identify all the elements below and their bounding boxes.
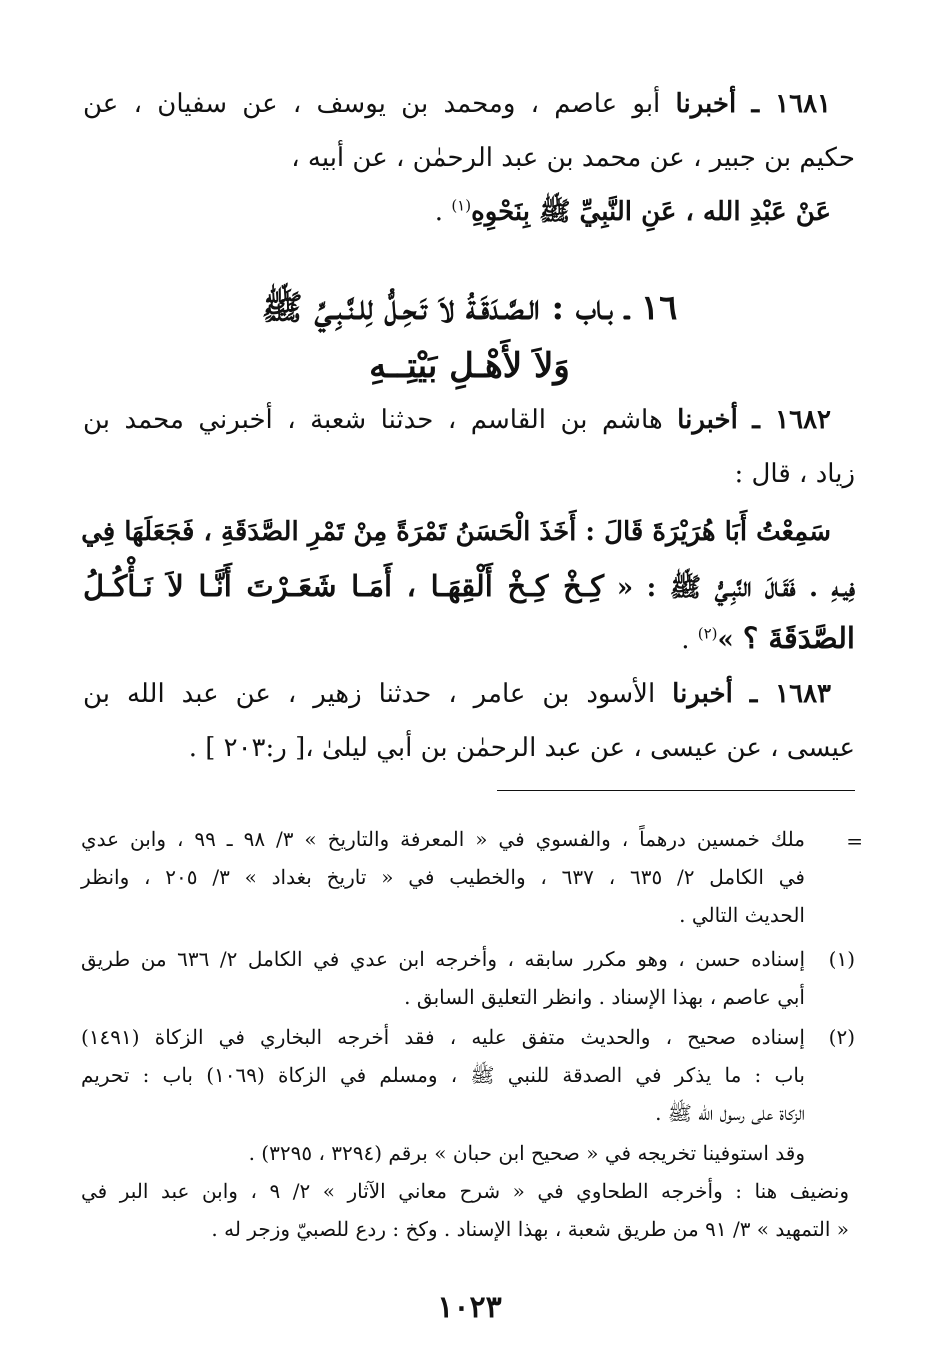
chapter-heading-line-2: وَلاَ لأَهْـلِ بَيْتِــهِ <box>369 346 570 386</box>
hadith-1682-line-2 <box>83 454 855 494</box>
hadith-1681-keyword: أخبرنا <box>675 89 737 119</box>
footnote-2-line-1: إسناده صحيح ، والحديث متفق عليه ، فقد أخرجه البخاري في الزكاة (١٤٩١) <box>81 1025 805 1049</box>
hadith-1681-line-1 <box>83 84 831 124</box>
hadith-1682-text-1: هاشم بن القاسم ، حدثنا شعبة ، أخبرني محمد بن <box>83 405 663 435</box>
hadith-1681-line-2 <box>83 138 855 178</box>
hadith-1681-text-2: حكيم بن جبير ، عن محمد بن عبد الرحمٰن ، عن أبيه ، <box>291 143 855 173</box>
footnote-cont-line-1: ملك خمسين درهماً ، والفسوي في « المعرفة والتاريخ » ٣/ ٩٨ ـ ٩٩ ، وابن عدي <box>81 827 805 851</box>
footnote-2-marker: (٢) <box>828 1025 855 1049</box>
footnote-2-line-5: ونضيف هنا : وأخرجه الطحاوي في « شرح معاني الآثار » ٢/ ٩ ، وابن عبد البر في <box>81 1179 849 1203</box>
hadith-1681-number: ١٦٨١ ـ <box>751 89 831 119</box>
hadith-1681-end: . <box>434 197 452 227</box>
hadith-1683-keyword: أخبرنا <box>672 679 733 709</box>
quote-close: » <box>717 625 743 655</box>
footnote-cont-line-3: الحديث التالي . <box>679 903 805 927</box>
page-number: ١٠٢٣ <box>437 1290 502 1325</box>
hadith-1683-text-1: الأسود بن عامر ، حدثنا زهير ، عن عبد الله بن <box>83 679 656 709</box>
hadith-1683-line-2 <box>83 728 855 768</box>
footnote-1-line-1: إسناده حسن ، وهو مكرر سابقه ، وأخرجه ابن عدي في الكامل ٢/ ٦٣٦ من طريق <box>81 947 805 971</box>
footnote-ref-1: (١) <box>451 196 472 215</box>
hadith-1681-text-3: عَنْ عَبْدِ الله ، عَنِ النَّبِيِّ ﷺ بِنَحْوِهِ <box>471 197 831 227</box>
hadith-1682-text-4a: فِيـهِ . فَقَـالَ النَّبِـيُّ ﷺ : « <box>616 573 855 603</box>
hadith-1682-line-1 <box>83 400 831 440</box>
prophet-saying-end: الصَّدَقَةَ ؟ <box>742 621 855 655</box>
hadith-1682-line-4 <box>83 566 855 608</box>
hadith-1681-text-1: أبو عاصم ، ومحمد بن يوسف ، عن سفيان ، عن <box>83 89 661 119</box>
footnote-1-marker: (١) <box>828 947 855 971</box>
footnote-2-line-3: الزكاة على رسول الله ﷺ . <box>655 1101 805 1125</box>
hadith-1683-text-2: عيسى ، عن عيسى ، عن عبد الرحمٰن بن أبي ليلىٰ ،[ ر:٢٠٣ ] . <box>188 733 855 763</box>
continuation-marker: = <box>846 829 863 853</box>
footnote-cont-line-2: في الكامل ٢/ ٦٣٥ ، ٦٣٧ ، والخطيب في « تاريخ بغداد » ٣/ ٢٠٥ ، وانظر <box>81 865 805 889</box>
footnote-1-line-2: أبي عاصم ، بهذا الإسناد . وانظر التعليق السابق . <box>404 985 805 1009</box>
footnote-2-line-4: وقد استوفينا تخريجه في « صحيح ابن حبان » برقم (٣٢٩٤ ، ٣٢٩٥) . <box>248 1141 805 1165</box>
hadith-1683-number: ١٦٨٣ ـ <box>749 679 832 709</box>
hadith-1682-keyword: أخبرنا <box>677 405 738 435</box>
hadith-1682-line-5 <box>83 618 855 660</box>
hadith-1682-text-2: زياد ، قال : <box>734 459 855 489</box>
prophet-saying: كِـخْ كِـخْ أَلْقِهَـا ، أَمَـا شَعَـرْتَ أَنَّـا لاَ نَـأْكُـلُ <box>83 569 605 603</box>
footnote-separator <box>497 790 855 791</box>
hadith-1682-number: ١٦٨٢ ـ <box>752 405 832 435</box>
hadith-1682-end: . <box>681 625 698 655</box>
hadith-1682-line-3 <box>83 512 831 552</box>
chapter-heading-line-1: ١٦ ـ بـاب : الـصَّـدَقَـةُ لاَ تَـحِـلُّ لِلـنَّـبِـيِّ ﷺ <box>261 288 678 328</box>
footnote-2-line-2: باب : ما يذكر في الصدقة للنبي ﷺ ، ومسلم في الزكاة (١٠٦٩) باب : تحريم <box>81 1063 805 1087</box>
footnote-ref-2: (٢) <box>697 624 718 643</box>
hadith-1682-text-3: سَمِعْتُ أَبَا هُرَيْرَةَ قَالَ : أَخَذَ الْحَسَنُ تَمْرَةً مِنْ تَمْرِ الصَّدَقَةِ ، فَجَعَلَهَا فِي <box>81 517 831 547</box>
hadith-1683-line-1 <box>83 674 831 714</box>
hadith-1681-line-3 <box>83 192 831 232</box>
footnote-2-line-6: « التمهيد » ٣/ ٩١ من طريق شعبة ، بهذا الإسناد . وكخ : ردع للصبيّ وزجر له . <box>211 1217 849 1241</box>
